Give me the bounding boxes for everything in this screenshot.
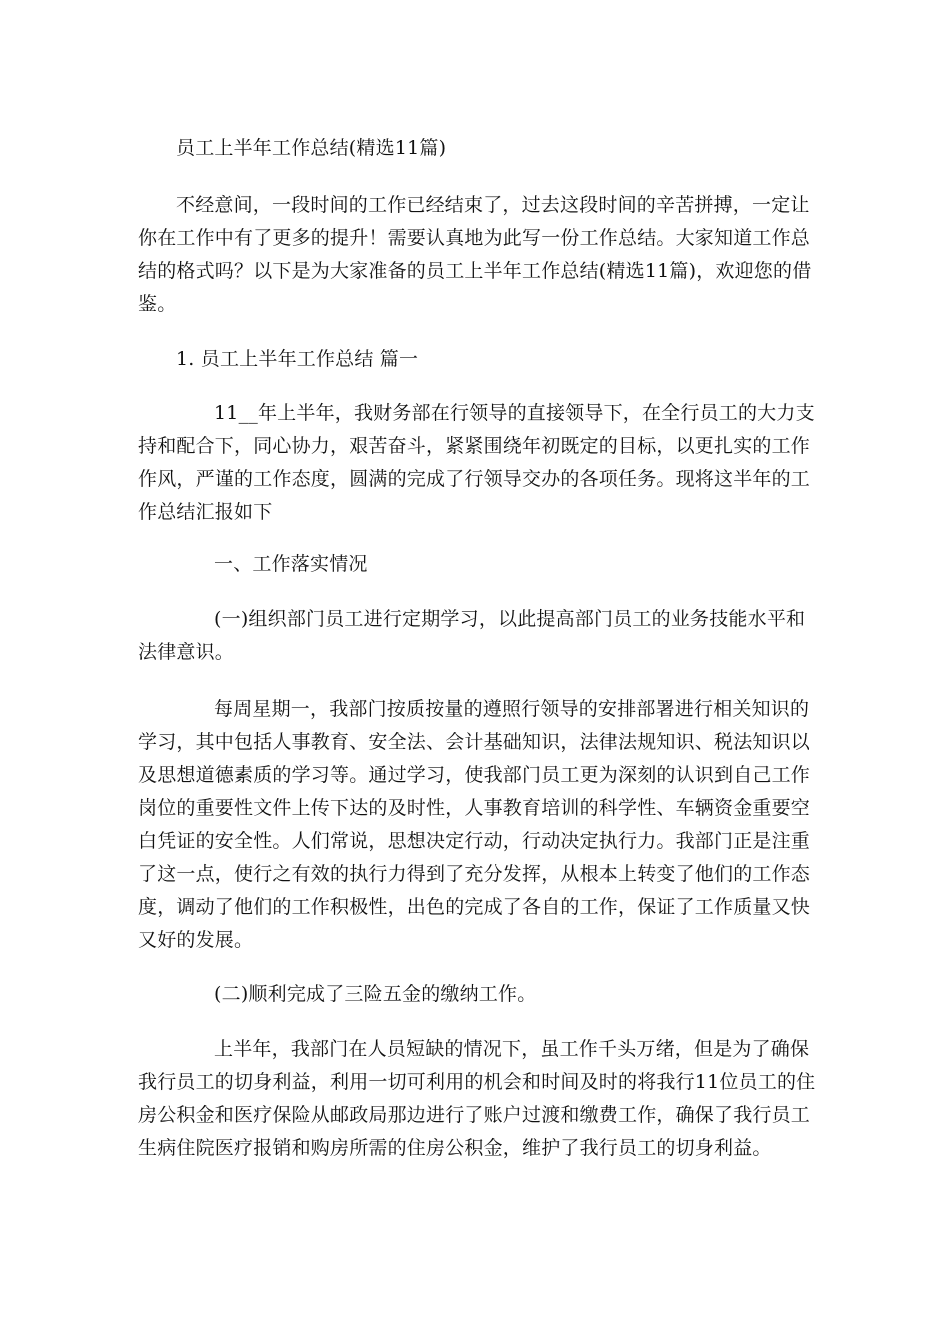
study-paragraph: 每周星期一，我部门按质按量的遵照行领导的安排部署进行相关知识的学习，其中包括人事教育、安全法、会计基础知识，法律法规知识、税法知识以及思想道德素质的学习等。通过学习，使我部门员工更为深刻的认识到自己工作岗位的重要性文件上传下达的及时性，人事教育培训的科学性、车辆资金重要空白凭证的安全性。人们常说，思想决定行动，行动决定执行力。我部门正是注重了这一点，使行之有效的执行力得到了充分发挥，从根本上转变了他们的工作态度，调动了他们的工作积极性，出色的完成了各自的工作，保证了工作质量又快又好的发展。 xyxy=(138,698,811,951)
subheading-2: (二)顺利完成了三险五金的缴纳工作。 xyxy=(214,983,537,1005)
part-1-heading: 一、工作落实情况 xyxy=(214,553,368,575)
document-title: 员工上半年工作总结(精选11篇) xyxy=(176,137,447,159)
subheading-1: (一)组织部门员工进行定期学习，以此提高部门员工的业务技能水平和法律意识。 xyxy=(138,608,806,663)
section-1-heading: 1. 员工上半年工作总结 篇一 xyxy=(176,348,419,370)
insurance-paragraph: 上半年，我部门在人员短缺的情况下，虽工作千头万绪，但是为了确保我行员工的切身利益，利用一切可利用的机会和时间及时的将我行11位员工的住房公积金和医疗保险从邮政局那边进行了账户过渡和缴费工作，确保了我行员工生病住院医疗报销和购房所需的住房公积金，维护了我行员工的切身利益。 xyxy=(138,1038,816,1159)
section-1-paragraph: 11__年上半年，我财务部在行领导的直接领导下，在全行员工的大力支持和配合下，同心协力，艰苦奋斗，紧紧围绕年初既定的目标，以更扎实的工作作风，严谨的工作态度，圆满的完成了行领导交办的各项任务。现将这半年的工作总结汇报如下 xyxy=(138,402,815,523)
intro-paragraph: 不经意间，一段时间的工作已经结束了，过去这段时间的辛苦拼搏，一定让你在工作中有了更多的提升！需要认真地为此写一份工作总结。大家知道工作总结的格式吗？以下是为大家准备的员工上半年工作总结(精选11篇)，欢迎您的借鉴。 xyxy=(138,194,812,315)
